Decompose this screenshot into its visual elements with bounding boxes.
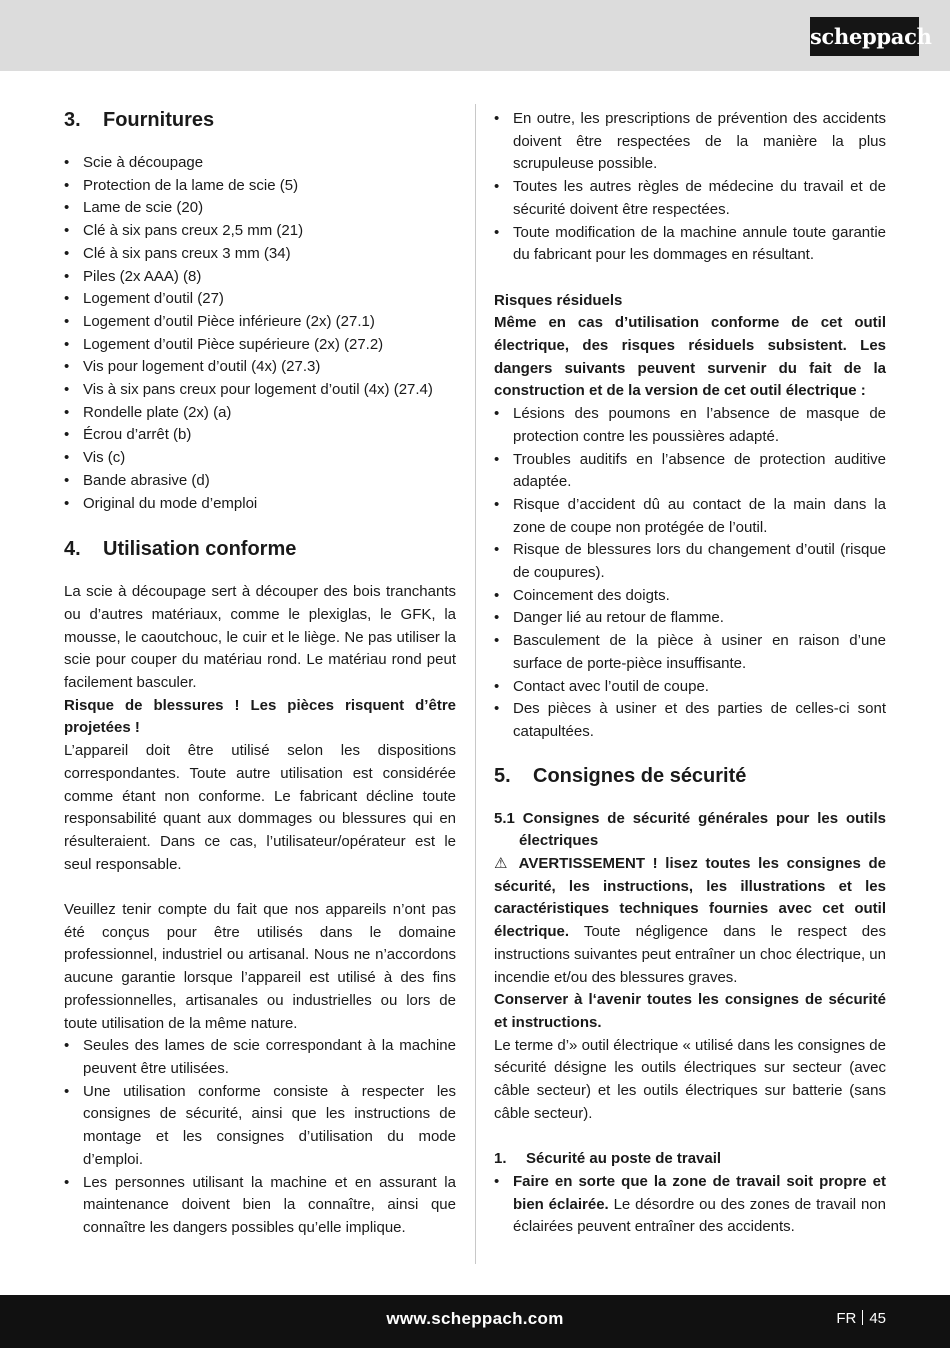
section-number: 3. — [64, 109, 81, 131]
list-item: • Bande abrasive (d) — [64, 470, 456, 493]
page-footer — [0, 1295, 950, 1348]
list-item: • Troubles auditifs en l’absence de protection auditive adaptée. — [494, 449, 886, 494]
list-item: • Clé à six pans creux 3 mm (34) — [64, 243, 456, 266]
intended-use-paragraph: La scie à découpage sert à découper des bois tranchants ou d’autres matériaux, comme le plexiglas, le GFK, la mousse, le caoutchouc, le cuir et le liège. Ne pas utiliser la scie pour couper du matériau rond. Le matériau rond peut facilement basculer. — [64, 583, 456, 692]
subsection-5-1-title: 5.1 Consignes de sécurité générales pour les outils électriques — [494, 809, 886, 850]
intended-use-list — [64, 1035, 456, 1239]
keep-instructions: Conserver à l‘avenir toutes les consignes de sécurité et instructions. — [494, 991, 886, 1031]
injury-warning: Risque de blessures ! Les pièces risquent d’être projetées ! — [64, 696, 456, 737]
conformity-paragraph: L’appareil doit être utilisé selon les dispositions correspondantes. Toute autre utilisation est considérée comme étant non conforme. Le fabricant décline toute responsabilité quant aux dommages ou blessures qui en résulteraient. Dans ce cas, l’utilisateur/opérateur est le seul responsable. — [64, 742, 456, 873]
page-number: 45 — [869, 1310, 886, 1327]
warning-text: Toute négligence dans le respect des instructions suivantes peut entraîner un choc électrique, un incendie et/ou des blessures graves. — [494, 923, 886, 986]
section-4-heading — [64, 537, 456, 561]
list-item: • Lame de scie (20) — [64, 197, 456, 220]
list-item: • En outre, les prescriptions de prévention des accidents doivent être respectées de la manière la plus scrupuleuse possible. — [494, 108, 886, 176]
section-number: 4. — [64, 538, 81, 561]
term-definition: Le terme d’» outil électrique « utilisé dans les consignes de sécurité désigne les outils électriques sur secteur (avec câble secteur) et les outils électriques sur batterie (sans câble secteur). — [494, 1036, 886, 1122]
language-code: FR — [836, 1310, 857, 1327]
list-item: • Toutes les autres règles de médecine du travail et de sécurité doivent être respectées. — [494, 176, 886, 221]
list-item: • Vis à six pans creux pour logement d’outil (4x) (27.4) — [64, 379, 456, 402]
professional-use-paragraph: Veuillez tenir compte du fait que nos appareils n’ont pas été conçus pour être utilisés dans le domaine professionnel, industriel ou artisanal. Nous ne n’accordons aucune garantie lorsque l’appareil est utilisé à des fins professionnelles, artisanales ou industrielles ou lors de toute utilisation de la même nature. — [64, 901, 456, 1032]
page-header — [0, 0, 950, 71]
right-column — [494, 108, 886, 1239]
list-item: • Danger lié au retour de flamme. — [494, 607, 886, 630]
list-item: • Coincement des doigts. — [494, 585, 886, 608]
list-item: • Écrou d’arrêt (b) — [64, 424, 456, 447]
subsection-title: Sécurité au poste de travail — [526, 1150, 722, 1168]
list-item: • Une utilisation conforme consiste à respecter les consignes de sécurité, ainsi que les instructions de montage et les consignes d’utilisation du mode d’emploi. — [64, 1081, 456, 1172]
list-item: • Seules des lames de scie correspondant à la machine peuvent être utilisées. — [64, 1035, 456, 1080]
list-item: • Piles (2x AAA) (8) — [64, 266, 456, 289]
list-item: • Rondelle plate (2x) (a) — [64, 402, 456, 425]
supplies-list — [64, 152, 456, 515]
page-indicator — [836, 1310, 886, 1327]
list-item: • Contact avec l’outil de coupe. — [494, 676, 886, 699]
list-item: • Lésions des poumons en l’absence de masque de protection contre les poussières adapté. — [494, 403, 886, 448]
list-item: • Clé à six pans creux 2,5 mm (21) — [64, 220, 456, 243]
list-item: • Risque de blessures lors du changement d’outil (risque de coupures). — [494, 539, 886, 584]
list-item: • Basculement de la pièce à usiner en raison d’une surface de porte-pièce insuffisante. — [494, 630, 886, 675]
separator — [862, 1310, 863, 1325]
section-title: Fournitures — [103, 109, 215, 131]
list-item: • Scie à découpage — [64, 152, 456, 175]
list-item: • Logement d’outil Pièce supérieure (2x) (27.2) — [64, 334, 456, 357]
residual-risks-list — [494, 403, 886, 744]
list-item: • Vis (c) — [64, 447, 456, 470]
residual-risks-title: Risques résiduels — [494, 291, 623, 309]
list-item: • Risque d’accident dû au contact de la main dans la zone de coupe non protégée de l’outil. — [494, 494, 886, 539]
list-item: • Protection de la lame de scie (5) — [64, 175, 456, 198]
item-bold-text: Faire en sorte que la zone de travail soit propre et bien éclairée. — [513, 1172, 886, 1213]
section-5-heading — [494, 764, 886, 788]
list-item: • Les personnes utilisant la machine et en assurant la maintenance doivent bien la connaître, ainsi que connaître les dangers possibles qu’elle implique. — [64, 1172, 456, 1240]
list-item — [494, 1171, 886, 1239]
item-text: Le désordre ou des zones de travail non éclairées peuvent entraîner des accidents. — [513, 1195, 886, 1236]
list-item: • Logement d’outil (27) — [64, 288, 456, 311]
section-title: Consignes de sécurité — [533, 764, 747, 787]
subsection-number: 1. — [494, 1150, 507, 1168]
section-number: 5. — [494, 764, 511, 787]
website-link[interactable]: www.scheppach.com — [386, 1309, 564, 1328]
warning-paragraph — [494, 853, 886, 989]
warning-triangle-icon: ⚠ — [494, 855, 511, 873]
list-item: • Logement d’outil Pièce inférieure (2x) (27.1) — [64, 311, 456, 334]
workplace-safety-list — [494, 1171, 886, 1239]
list-item: • Vis pour logement d’outil (4x) (27.3) — [64, 356, 456, 379]
warning-bold-text: AVERTISSEMENT ! lisez toutes les consignes de sécurité, les instructions, les illustrations et les caractéristiques techniques fournies avec cet outil électrique. — [494, 855, 886, 941]
list-item: • Toute modification de la machine annule toute garantie du fabricant pour les dommages en résultant. — [494, 222, 886, 267]
left-column — [64, 108, 456, 1240]
residual-risks-intro: Même en cas d’utilisation conforme de cet outil électrique, des risques résiduels subsistent. Les dangers suivants peuvent survenir du fait de la construction et de la version de cet outil électrique : — [494, 314, 886, 400]
section-3-heading — [64, 108, 456, 132]
prevention-list — [494, 108, 886, 267]
workplace-safety-title — [494, 1148, 886, 1171]
list-item: • Des pièces à usiner et des parties de celles-ci sont catapultées. — [494, 698, 886, 743]
scheppach-logo: scheppach — [810, 17, 919, 56]
section-title: Utilisation conforme — [103, 538, 297, 561]
column-divider — [475, 104, 476, 1264]
list-item: • Original du mode d’emploi — [64, 493, 456, 516]
